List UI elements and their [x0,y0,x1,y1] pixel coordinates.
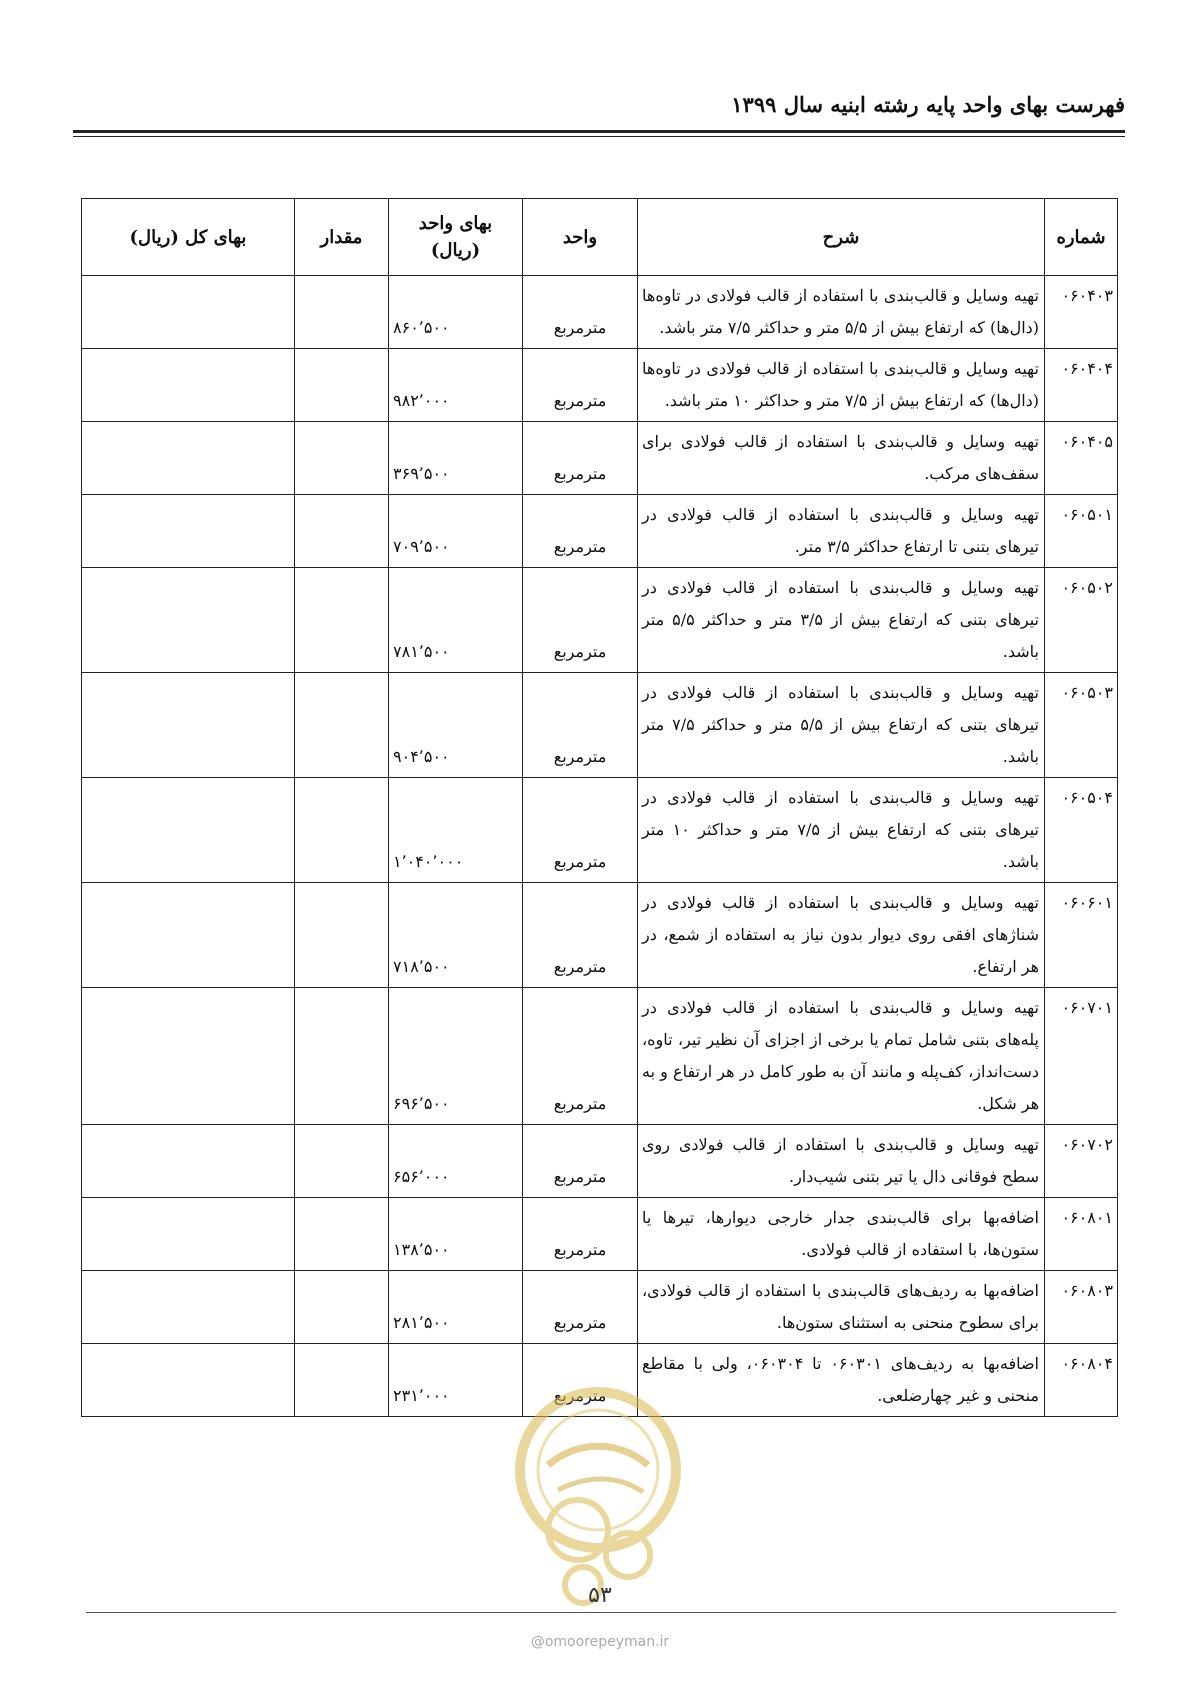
item-number: ۰۶۰۶۰۱ [1045,883,1118,988]
item-description: تهیه وسایل و قالب‌بندی با استفاده از قالب فولادی در شناژهای افقی روی دیوار بدون نیاز به استفاده از شمع، در هر ارتفاع. [638,883,1045,988]
item-description: تهیه وسایل و قالب‌بندی با استفاده از قالب فولادی در تیرهای بتنی که ارتفاع بیش از ۵/۵ متر و حداکثر ۷/۵ متر باشد. [638,673,1045,778]
item-unit: مترمربع [523,1125,638,1198]
item-unit: مترمربع [523,422,638,495]
item-unit-price: ۶۵۶٬۰۰۰ [389,1125,523,1198]
item-unit: مترمربع [523,988,638,1125]
item-description: تهیه وسایل و قالب‌بندی با استفاده از قالب فولادی برای سقف‌های مرکب. [638,422,1045,495]
item-quantity [295,422,389,495]
item-description: تهیه وسایل و قالب‌بندی با استفاده از قالب فولادی در تیرهای بتنی تا ارتفاع حداکثر ۳/۵ متر. [638,495,1045,568]
item-number: ۰۶۰۴۰۴ [1045,349,1118,422]
column-header-quantity: مقدار [295,199,389,276]
item-quantity [295,1271,389,1344]
item-quantity [295,988,389,1125]
column-header-unit-price [389,199,523,276]
footer-rule [86,1612,1116,1613]
item-unit-price: ۷۸۱٬۵۰۰ [389,568,523,673]
item-total-price [82,495,295,568]
item-total-price [82,568,295,673]
item-description: تهیه وسایل و قالب‌بندی با استفاده از قالب فولادی در تاوه‌ها (دال‌ها) که ارتفاع بیش از ۷/۵ متر و حداکثر ۱۰ متر باشد. [638,349,1045,422]
item-unit-price: ۹۰۴٬۵۰۰ [389,673,523,778]
item-number: ۰۶۰۵۰۴ [1045,778,1118,883]
item-quantity [295,568,389,673]
item-total-price [82,883,295,988]
item-number: ۰۶۰۵۰۲ [1045,568,1118,673]
item-unit-price: ۳۶۹٬۵۰۰ [389,422,523,495]
column-header-description: شرح [638,199,1045,276]
item-unit: مترمربع [523,1344,638,1417]
item-number: ۰۶۰۸۰۴ [1045,1344,1118,1417]
item-description: تهیه وسایل و قالب‌بندی با استفاده از قالب فولادی در پله‌های بتنی شامل تمام یا برخی از اجزای آن نظیر تیر، تاوه، دست‌انداز، کف‌پله و مانند آن به طور کامل در هر ارتفاع و به هر شکل. [638,988,1045,1125]
item-unit: مترمربع [523,778,638,883]
item-number: ۰۶۰۵۰۳ [1045,673,1118,778]
item-total-price [82,778,295,883]
item-quantity [295,495,389,568]
item-total-price [82,1344,295,1417]
item-unit-price: ۷۰۹٬۵۰۰ [389,495,523,568]
page-title: فهرست بهای واحد پایه رشته ابنیه سال ۱۳۹۹ [731,92,1125,117]
column-header-number: شماره [1045,199,1118,276]
item-description: تهیه وسایل و قالب‌بندی با استفاده از قالب فولادی در تیرهای بتنی که ارتفاع بیش از ۷/۵ متر و حداکثر ۱۰ متر باشد. [638,778,1045,883]
table-header-row [82,199,1118,276]
item-unit-price: ۱۳۸٬۵۰۰ [389,1198,523,1271]
item-unit: مترمربع [523,568,638,673]
item-quantity [295,1125,389,1198]
price-list-table [81,198,1118,1417]
item-description: اضافه‌بها به ردیف‌های قالب‌بندی با استفاده از قالب فولادی، برای سطوح منحنی به استثنای ستون‌ها. [638,1271,1045,1344]
table-row [82,883,1118,988]
table-row [82,495,1118,568]
item-number: ۰۶۰۷۰۱ [1045,988,1118,1125]
table-body [82,276,1118,1417]
page-number: ۵۳ [588,1583,612,1608]
item-quantity [295,883,389,988]
table-row [82,422,1118,495]
item-unit: مترمربع [523,883,638,988]
item-total-price [82,1271,295,1344]
item-number: ۰۶۰۵۰۱ [1045,495,1118,568]
item-total-price [82,1198,295,1271]
item-total-price [82,276,295,349]
table-row [82,1125,1118,1198]
item-description: اضافه‌بها برای قالب‌بندی جدار خارجی دیوارها، تیرها یا ستون‌ها، با استفاده از قالب فولادی. [638,1198,1045,1271]
item-unit-price: ۱٬۰۴۰٬۰۰۰ [389,778,523,883]
item-unit: مترمربع [523,495,638,568]
item-number: ۰۶۰۷۰۲ [1045,1125,1118,1198]
column-header-unit: واحد [523,199,638,276]
item-unit: مترمربع [523,276,638,349]
item-unit-price: ۶۹۶٬۵۰۰ [389,988,523,1125]
item-quantity [295,349,389,422]
item-number: ۰۶۰۴۰۵ [1045,422,1118,495]
item-number: ۰۶۰۸۰۳ [1045,1271,1118,1344]
item-number: ۰۶۰۴۰۳ [1045,276,1118,349]
column-header-unit-price-line2: (ریال) [430,240,481,261]
item-unit: مترمربع [523,1198,638,1271]
website-url: @omoorepeyman.ir [530,1634,670,1650]
item-total-price [82,673,295,778]
item-unit: مترمربع [523,349,638,422]
table-row [82,673,1118,778]
item-quantity [295,673,389,778]
item-quantity [295,1198,389,1271]
item-total-price [82,988,295,1125]
item-total-price [82,349,295,422]
table-row [82,276,1118,349]
item-unit-price: ۹۸۲٬۰۰۰ [389,349,523,422]
column-header-unit-price-line1: بهای واحد [418,213,493,234]
item-description: تهیه وسایل و قالب‌بندی با استفاده از قالب فولادی در تاوه‌ها (دال‌ها) که ارتفاع بیش از ۵/۵ متر و حداکثر ۷/۵ متر باشد. [638,276,1045,349]
table-row [82,1271,1118,1344]
item-description: اضافه‌بها به ردیف‌های ۰۶۰۳۰۱ تا ۰۶۰۳۰۴، ولی با مقاطع منحنی و غیر چهارضلعی. [638,1344,1045,1417]
table-row [82,1198,1118,1271]
table-row [82,778,1118,883]
item-unit-price: ۲۳۱٬۰۰۰ [389,1344,523,1417]
item-unit-price: ۲۸۱٬۵۰۰ [389,1271,523,1344]
item-total-price [82,422,295,495]
item-unit: مترمربع [523,673,638,778]
column-header-total-price: بهای کل (ریال) [82,199,295,276]
table-row [82,988,1118,1125]
header-rule-thin [73,136,1125,137]
table-row [82,568,1118,673]
item-description: تهیه وسایل و قالب‌بندی با استفاده از قالب فولادی روی سطح فوقانی دال یا تیر بتنی شیب‌دار. [638,1125,1045,1198]
item-unit-price: ۸۶۰٬۵۰۰ [389,276,523,349]
item-total-price [82,1125,295,1198]
item-number: ۰۶۰۸۰۱ [1045,1198,1118,1271]
item-description: تهیه وسایل و قالب‌بندی با استفاده از قالب فولادی در تیرهای بتنی که ارتفاع بیش از ۳/۵ متر و حداکثر ۵/۵ متر باشد. [638,568,1045,673]
header-rule-thick [73,130,1125,133]
item-unit: مترمربع [523,1271,638,1344]
table-row [82,349,1118,422]
item-quantity [295,778,389,883]
item-unit-price: ۷۱۸٬۵۰۰ [389,883,523,988]
table-row [82,1344,1118,1417]
item-quantity [295,276,389,349]
item-quantity [295,1344,389,1417]
